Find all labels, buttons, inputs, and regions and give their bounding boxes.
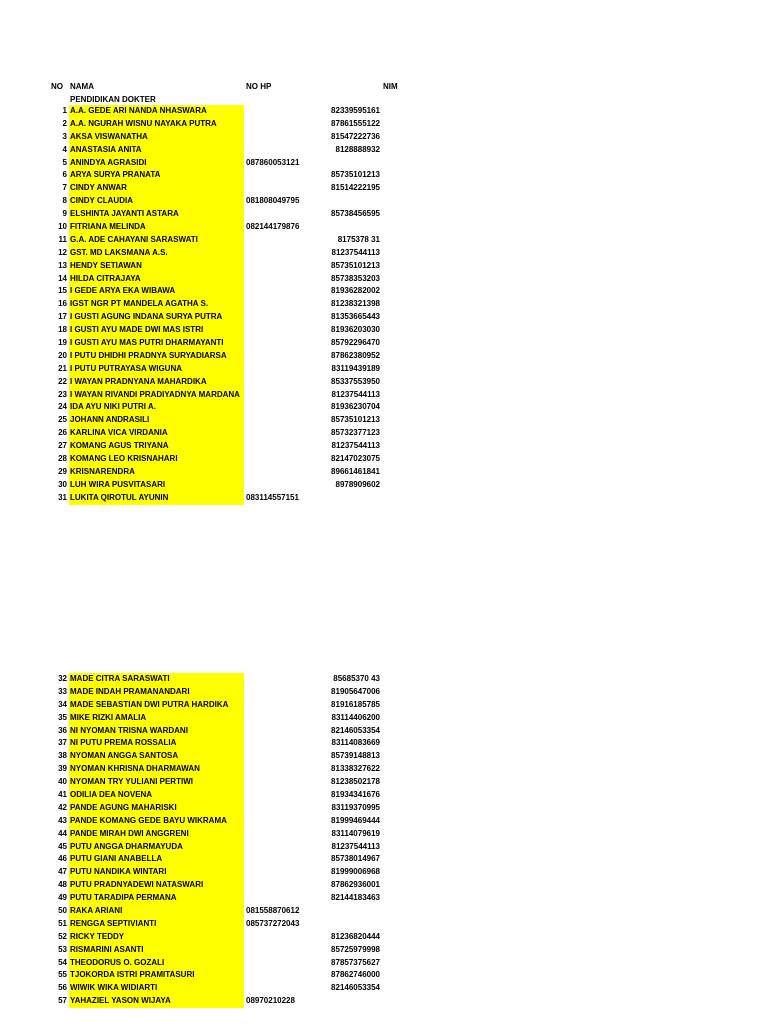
student-id: 81237544113 (331, 247, 380, 257)
table-row (0, 944, 420, 957)
student-id: 81905647006 (331, 686, 380, 696)
table-row (0, 479, 420, 492)
student-id: 85337553950 (331, 376, 380, 386)
student-name: I GEDE ARYA EKA WIBAWA (69, 285, 244, 298)
row-number: 13 (58, 260, 67, 270)
row-number: 33 (58, 686, 67, 696)
table-row (0, 389, 420, 402)
row-number: 7 (62, 183, 67, 193)
student-id: 8978909602 (335, 479, 380, 489)
table-row (0, 776, 420, 789)
student-id: 85792296470 (331, 338, 380, 348)
table-row (0, 105, 420, 118)
student-id: 82147023075 (331, 454, 380, 464)
student-name: I PUTU PUTRAYASA WIGUNA (69, 363, 244, 376)
student-name: KRISNARENDRA (69, 466, 244, 479)
row-number: 6 (62, 170, 67, 180)
row-number: 31 (58, 492, 67, 502)
student-name: ANASTASIA ANITA (69, 144, 244, 157)
table-row (0, 260, 420, 273)
phone-number: 082144179876 (246, 222, 300, 232)
row-number: 47 (58, 867, 67, 877)
row-number: 44 (58, 828, 67, 838)
table-row (0, 815, 420, 828)
student-id: 85738014967 (331, 854, 380, 864)
student-name: G.A. ADE CAHAYANI SARASWATI (69, 234, 244, 247)
table-row (0, 969, 420, 982)
student-id: 81547222736 (331, 131, 380, 141)
row-number: 14 (58, 273, 67, 283)
student-id: 83114083669 (331, 738, 380, 748)
row-number: 55 (58, 970, 67, 980)
student-id: 82339595161 (331, 106, 380, 115)
row-number: 53 (58, 944, 67, 954)
student-id: 81238502178 (331, 777, 380, 787)
row-number: 2 (62, 118, 67, 128)
student-name: I GUSTI AYU MAS PUTRI DHARMAYANTI (69, 337, 244, 350)
table-row (0, 995, 420, 1008)
student-id: 81236820444 (331, 931, 380, 941)
row-number: 41 (58, 790, 67, 800)
table-row (0, 466, 420, 479)
student-name: LUH WIRA PUSVITASARI (69, 479, 244, 492)
table-row (0, 401, 420, 414)
phone-number: 087860053121 (246, 157, 300, 167)
table-row (0, 982, 420, 995)
table-row (0, 195, 420, 208)
student-name: ARYA SURYA PRANATA (69, 169, 244, 182)
row-number: 42 (58, 802, 67, 812)
student-name: PUTU NANDIKA WINTARI (69, 866, 244, 879)
table-row (0, 931, 420, 944)
student-id: 81237544113 (331, 441, 380, 451)
student-name: AKSA VISWANATHA (69, 131, 244, 144)
student-name: PANDE MIRAH DWI ANGGRENI (69, 828, 244, 841)
student-id: 81999469444 (331, 815, 380, 825)
student-table-part-2 (0, 673, 420, 1008)
table-row (0, 376, 420, 389)
table-row (0, 221, 420, 234)
row-number: 27 (58, 441, 67, 451)
header-nama: NAMA (70, 82, 94, 91)
student-name: NI PUTU PREMA ROSSALIA (69, 737, 244, 750)
table-row (0, 841, 420, 854)
table-row (0, 699, 420, 712)
row-number: 22 (58, 376, 67, 386)
student-name: PANDE AGUNG MAHARISKI (69, 802, 244, 815)
row-number: 17 (58, 312, 67, 322)
row-number: 8 (62, 196, 67, 206)
student-name: RENGGA SEPTIVIANTI (69, 918, 244, 931)
student-id: 83119370995 (331, 802, 380, 812)
table-row (0, 750, 420, 763)
student-id: 81237544113 (331, 389, 380, 399)
student-name: I PUTU DHIDHI PRADNYA SURYADIARSA (69, 350, 244, 363)
student-id: 81916185785 (331, 699, 380, 709)
student-id: 89661461841 (331, 466, 380, 476)
student-id: 82146053354 (331, 983, 380, 993)
table-row (0, 427, 420, 440)
student-id: 81237544113 (331, 841, 380, 851)
student-id: 85735101213 (331, 260, 380, 270)
row-number: 18 (58, 325, 67, 335)
student-id: 83114406200 (331, 712, 380, 722)
student-id: 8128888932 (335, 144, 380, 154)
phone-number: 083114557151 (246, 492, 299, 502)
student-name: THEODORUS O. GOZALI (69, 957, 244, 970)
student-id: 87857375627 (331, 957, 380, 967)
student-id: 81353665443 (331, 312, 380, 322)
table-row (0, 440, 420, 453)
student-id: 87862936001 (331, 880, 380, 890)
student-name: I WAYAN PRADNYANA MAHARDIKA (69, 376, 244, 389)
row-number: 3 (62, 131, 67, 141)
student-name: PANDE KOMANG GEDE BAYU WIKRAMA (69, 815, 244, 828)
student-name: JOHANN ANDRASILI (69, 414, 244, 427)
student-id: 81999006968 (331, 867, 380, 877)
table-row (0, 828, 420, 841)
student-id: 85725979998 (331, 944, 380, 954)
student-id: 85685370 43 (333, 674, 380, 683)
row-number: 40 (58, 777, 67, 787)
row-number: 29 (58, 466, 67, 476)
student-name: TJOKORDA ISTRI PRAMITASURI (69, 969, 244, 982)
phone-number: 081558870612 (246, 906, 300, 916)
table-row (0, 712, 420, 725)
table-row (0, 414, 420, 427)
row-number: 57 (58, 996, 67, 1006)
student-id: 81936230704 (331, 402, 380, 412)
table-row (0, 118, 420, 131)
table-row (0, 957, 420, 970)
student-id: 81936282002 (331, 286, 380, 296)
row-number: 16 (58, 299, 67, 309)
student-name: IGST NGR PT MANDELA AGATHA S. (69, 298, 244, 311)
student-name: NI NYOMAN TRISNA WARDANI (69, 725, 244, 738)
student-name: CINDY CLAUDIA (69, 195, 244, 208)
student-name: PUTU PRADNYADEWI NATASWARI (69, 879, 244, 892)
row-number: 43 (58, 815, 67, 825)
student-name: RICKY TEDDY (69, 931, 244, 944)
student-name: KOMANG LEO KRISNAHARI (69, 453, 244, 466)
table-row (0, 686, 420, 699)
table-row (0, 918, 420, 931)
table-row (0, 208, 420, 221)
student-id: 81338327622 (331, 764, 380, 774)
student-name: I GUSTI AGUNG INDANA SURYA PUTRA (69, 311, 244, 324)
table-row (0, 182, 420, 195)
student-name: KOMANG AGUS TRIYANA (69, 440, 244, 453)
row-number: 36 (58, 725, 67, 735)
student-id: 85738456595 (331, 209, 380, 219)
student-name: PUTU ANGGA DHARMAYUDA (69, 841, 244, 854)
row-number: 1 (62, 106, 67, 115)
student-table-part-1 (0, 105, 420, 505)
row-number: 23 (58, 389, 67, 399)
student-id: 82144183463 (331, 893, 380, 903)
student-name: PUTU GIANI ANABELLA (69, 853, 244, 866)
row-number: 48 (58, 880, 67, 890)
student-name: I WAYAN RIVANDI PRADIYADNYA MARDANA (69, 389, 244, 402)
table-row (0, 853, 420, 866)
row-number: 54 (58, 957, 67, 967)
row-number: 12 (58, 247, 67, 257)
student-name: A.A. NGURAH WISNU NAYAKA PUTRA (69, 118, 244, 131)
row-number: 38 (58, 751, 67, 761)
table-row (0, 763, 420, 776)
student-id: 8175378 31 (337, 234, 380, 244)
row-number: 11 (58, 234, 67, 244)
row-number: 32 (58, 674, 67, 683)
student-name: HENDY SETIAWAN (69, 260, 244, 273)
student-id: 85739148813 (331, 751, 380, 761)
row-number: 34 (58, 699, 67, 709)
student-id: 85732377123 (331, 428, 380, 438)
row-number: 9 (62, 209, 67, 219)
table-row (0, 234, 420, 247)
table-row (0, 879, 420, 892)
row-number: 21 (58, 363, 67, 373)
phone-number: 085737272043 (246, 918, 300, 928)
student-name: RAKA ARIANI (69, 905, 244, 918)
table-row (0, 492, 420, 505)
student-name: ODILIA DEA NOVENA (69, 789, 244, 802)
table-row (0, 802, 420, 815)
header-no-hp: NO HP (246, 82, 272, 91)
header-no: NO (51, 82, 63, 91)
student-id: 81238321398 (331, 299, 380, 309)
table-row (0, 247, 420, 260)
table-row (0, 363, 420, 376)
student-name: I GUSTI AYU MADE DWI MAS ISTRI (69, 324, 244, 337)
student-id: 81514222195 (331, 183, 380, 193)
row-number: 46 (58, 854, 67, 864)
table-row (0, 737, 420, 750)
table-row (0, 131, 420, 144)
table-row (0, 273, 420, 286)
table-row (0, 337, 420, 350)
table-row (0, 453, 420, 466)
row-number: 50 (58, 906, 67, 916)
row-number: 56 (58, 983, 67, 993)
header-nim: NIM (383, 82, 398, 91)
student-name: WIWIK WIKA WIDIARTI (69, 982, 244, 995)
phone-number: 081808049795 (246, 196, 300, 206)
row-number: 4 (62, 144, 67, 154)
phone-number: 08970210228 (246, 996, 295, 1006)
student-id: 81934341676 (331, 790, 380, 800)
student-id: 82146053354 (331, 725, 380, 735)
student-name: GST. MD LAKSMANA A.S. (69, 247, 244, 260)
table-row (0, 144, 420, 157)
student-name: FITRIANA MELINDA (69, 221, 244, 234)
row-number: 45 (58, 841, 67, 851)
student-id: 83119439189 (331, 363, 380, 373)
row-number: 24 (58, 402, 67, 412)
row-number: 51 (58, 918, 67, 928)
table-row (0, 169, 420, 182)
row-number: 37 (58, 738, 67, 748)
student-name: NYOMAN ANGGA SANTOSA (69, 750, 244, 763)
student-name: CINDY ANWAR (69, 182, 244, 195)
student-name: YAHAZIEL YASON WIJAYA (69, 995, 244, 1008)
table-row (0, 157, 420, 170)
student-name: PUTU TARADIPA PERMANA (69, 892, 244, 905)
row-number: 52 (58, 931, 67, 941)
row-number: 5 (62, 157, 67, 167)
row-number: 19 (58, 338, 67, 348)
student-id: 87862746000 (331, 970, 380, 980)
student-name: MIKE RIZKI AMALIA (69, 712, 244, 725)
table-row (0, 892, 420, 905)
section-title: PENDIDIKAN DOKTER (70, 95, 156, 104)
table-row (0, 324, 420, 337)
table-row (0, 350, 420, 363)
row-number: 25 (58, 415, 67, 425)
row-number: 49 (58, 893, 67, 903)
student-name: KARLINA VICA VIRDANIA (69, 427, 244, 440)
student-id: 85735101213 (331, 415, 380, 425)
row-number: 30 (58, 479, 67, 489)
student-name: RISMARINI ASANTI (69, 944, 244, 957)
student-id: 83114079619 (331, 828, 380, 838)
student-id: 87861555122 (331, 118, 380, 128)
row-number: 26 (58, 428, 67, 438)
student-name: NYOMAN TRY YULIANI PERTIWI (69, 776, 244, 789)
table-row (0, 905, 420, 918)
student-name: MADE SEBASTIAN DWI PUTRA HARDIKA (69, 699, 244, 712)
row-number: 20 (58, 350, 67, 360)
table-row (0, 311, 420, 324)
student-id: 81936203030 (331, 325, 380, 335)
row-number: 39 (58, 764, 67, 774)
student-name: NYOMAN KHRISNA DHARMAWAN (69, 763, 244, 776)
student-name: LUKITA QIROTUL AYUNIN (69, 492, 244, 505)
table-row (0, 789, 420, 802)
student-name: ELSHINTA JAYANTI ASTARA (69, 208, 244, 221)
table-row (0, 285, 420, 298)
table-row (0, 725, 420, 738)
student-name: A.A. GEDE ARI NANDA NHASWARA (69, 105, 244, 118)
row-number: 28 (58, 454, 67, 464)
student-name: IDA AYU NIKI PUTRI A. (69, 401, 244, 414)
student-id: 85735101213 (331, 170, 380, 180)
table-row (0, 298, 420, 311)
student-name: HILDA CITRAJAYA (69, 273, 244, 286)
row-number: 15 (58, 286, 67, 296)
student-id: 85738353203 (331, 273, 380, 283)
row-number: 10 (58, 222, 67, 232)
row-number: 35 (58, 712, 67, 722)
student-id: 87862380952 (331, 350, 380, 360)
table-row (0, 866, 420, 879)
student-name: ANINDYA AGRASIDI (69, 157, 244, 170)
student-name: MADE CITRA SARASWATI (69, 673, 244, 686)
student-name: MADE INDAH PRAMANANDARI (69, 686, 244, 699)
table-row (0, 673, 420, 686)
